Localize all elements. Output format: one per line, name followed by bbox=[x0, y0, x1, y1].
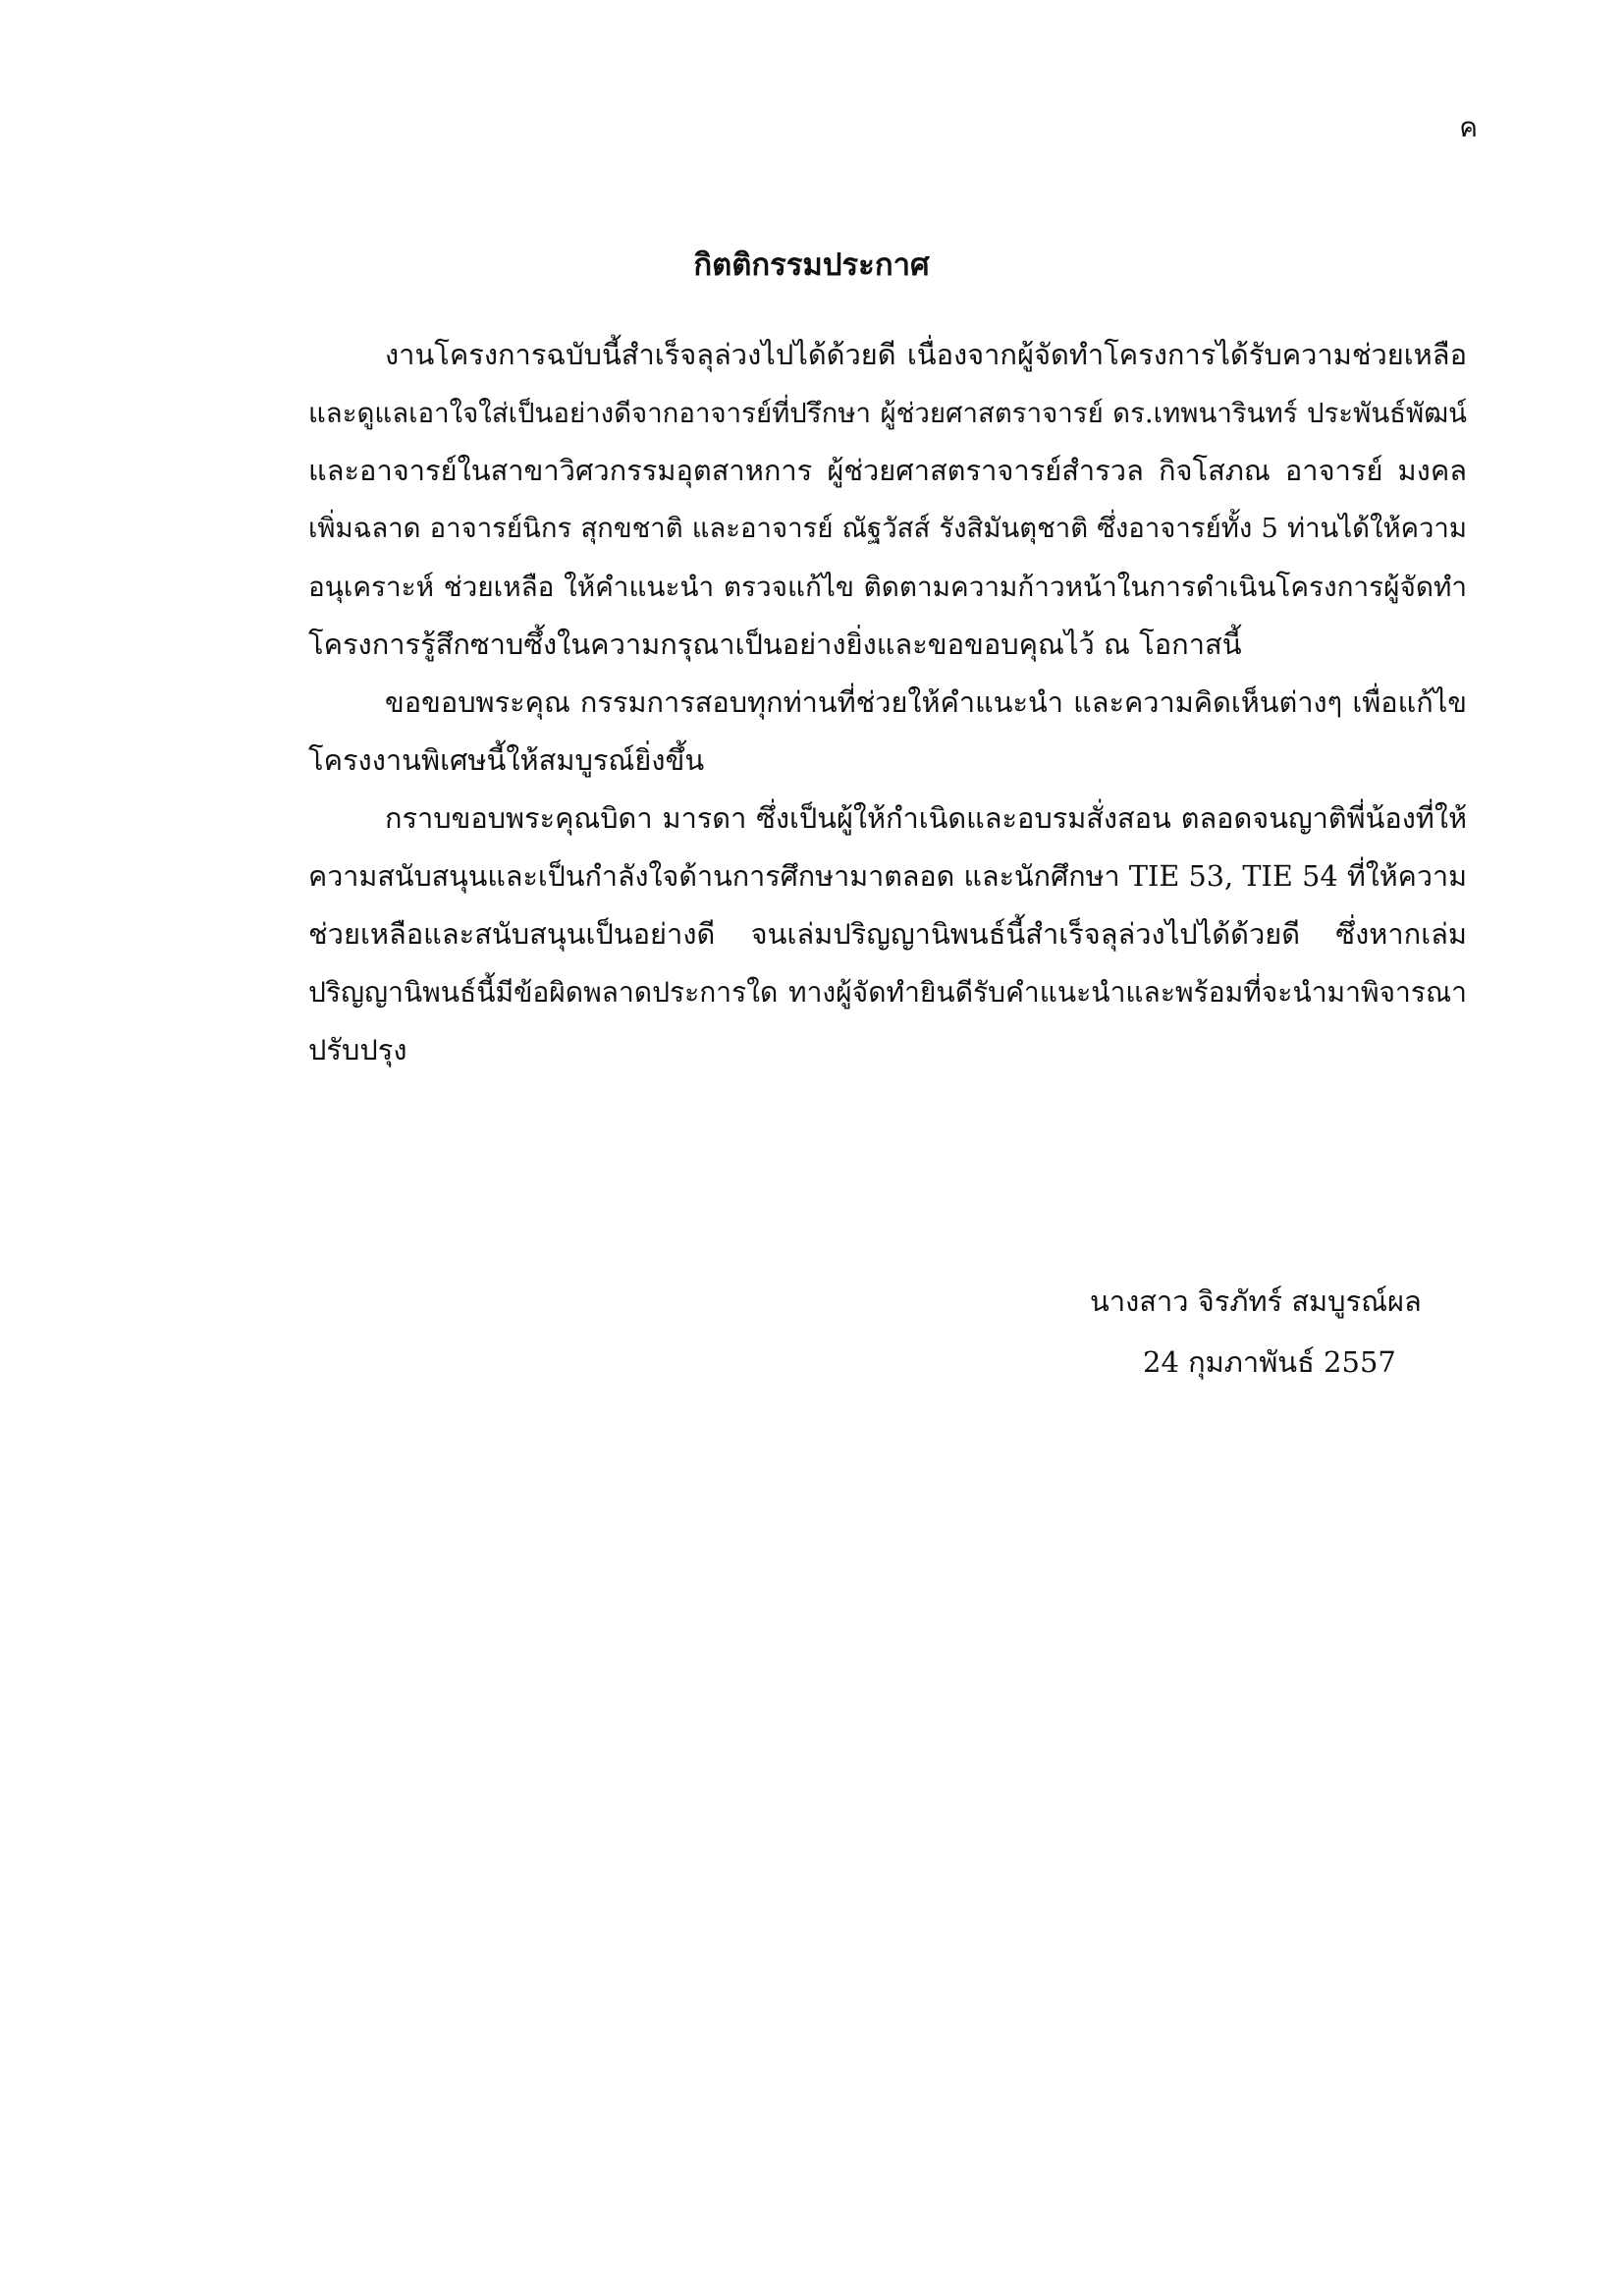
page-title: กิตติกรรมประกาศ bbox=[693, 247, 930, 283]
paragraph-3-line-4: ปริญญานิพนธ์นี้มีข้อผิดพลาดประการใด ทางผู้จัดทำยินดีรับคำแนะนำและพร้อมที่จะนำมาพิจารณา bbox=[308, 976, 1467, 1009]
paragraph-3-line-3: ช่วยเหลือและสนับสนุนเป็นอย่างดี จนเล่มปริญญานิพนธ์นี้สำเร็จลุล่วงไปได้ด้วยดี ซึ่งหากเล่ม bbox=[308, 917, 1467, 951]
signature-name: นางสาว จิรภัทร์ สมบูรณ์ผล bbox=[1090, 1285, 1422, 1318]
paragraph-1-line-3: และอาจารย์ในสาขาวิศวกรรมอุตสาหการ ผู้ช่วยศาสตราจารย์สำรวล กิจโสภณ อาจารย์ มงคล bbox=[308, 454, 1467, 487]
paragraph-1-line-2: และดูแลเอาใจใส่เป็นอย่างดีจากอาจารย์ที่ปรึกษา ผู้ช่วยศาสตราจารย์ ดร.เทพนารินทร์ ประพันธ์พัฒน์ bbox=[308, 397, 1467, 429]
acknowledgement-body bbox=[308, 326, 1467, 1079]
paragraph-3-line-2: ความสนับสนุนและเป็นกำลังใจด้านการศึกษามาตลอด และนักศึกษา TIE 53, TIE 54 ที่ให้ความ bbox=[308, 859, 1467, 893]
paragraph-1-line-5: อนุเคราะห์ ช่วยเหลือ ให้คำแนะนำ ตรวจแก้ไข ติดตามความก้าวหน้าในการดำเนินโครงการผู้จัดทำ bbox=[308, 571, 1467, 603]
signature-block bbox=[1090, 1271, 1422, 1393]
paragraph-1-line-1: งานโครงการฉบับนี้สำเร็จลุล่วงไปได้ด้วยดี เนื่องจากผู้จัดทำโครงการได้รับความช่วยเหลือ bbox=[385, 338, 1467, 371]
paragraph-2-line-1: ขอขอบพระคุณ กรรมการสอบทุกท่านที่ช่วยให้คำแนะนำ และความคิดเห็นต่างๆ เพื่อแก้ไข bbox=[385, 685, 1467, 719]
paragraph-2-line-2: โครงงานพิเศษนี้ให้สมบูรณ์ยิ่งขึ้น bbox=[308, 743, 705, 777]
paragraph-3-line-5: ปรับปรุง bbox=[308, 1033, 407, 1066]
page-number: ค bbox=[1459, 111, 1478, 143]
paragraph-1-line-6: โครงการรู้สึกซาบซึ้งในความกรุณาเป็นอย่างยิ่งและขอขอบคุณไว้ ณ โอกาสนี้ bbox=[308, 628, 1242, 661]
paragraph-1-line-4: เพิ่มฉลาด อาจารย์นิกร สุกขชาติ และอาจารย์ ณัฐวัสส์ รังสิมันตุชาติ ซึ่งอาจารย์ทั้ง 5 ท่านได้ให้ความ bbox=[308, 513, 1467, 544]
paragraph-3-line-1: กราบขอบพระคุณบิดา มารดา ซึ่งเป็นผู้ให้กำเนิดและอบรมสั่งสอน ตลอดจนญาติพี่น้องที่ให้ bbox=[385, 801, 1467, 835]
signature-date: 24 กุมภาพันธ์ 2557 bbox=[1143, 1345, 1396, 1379]
